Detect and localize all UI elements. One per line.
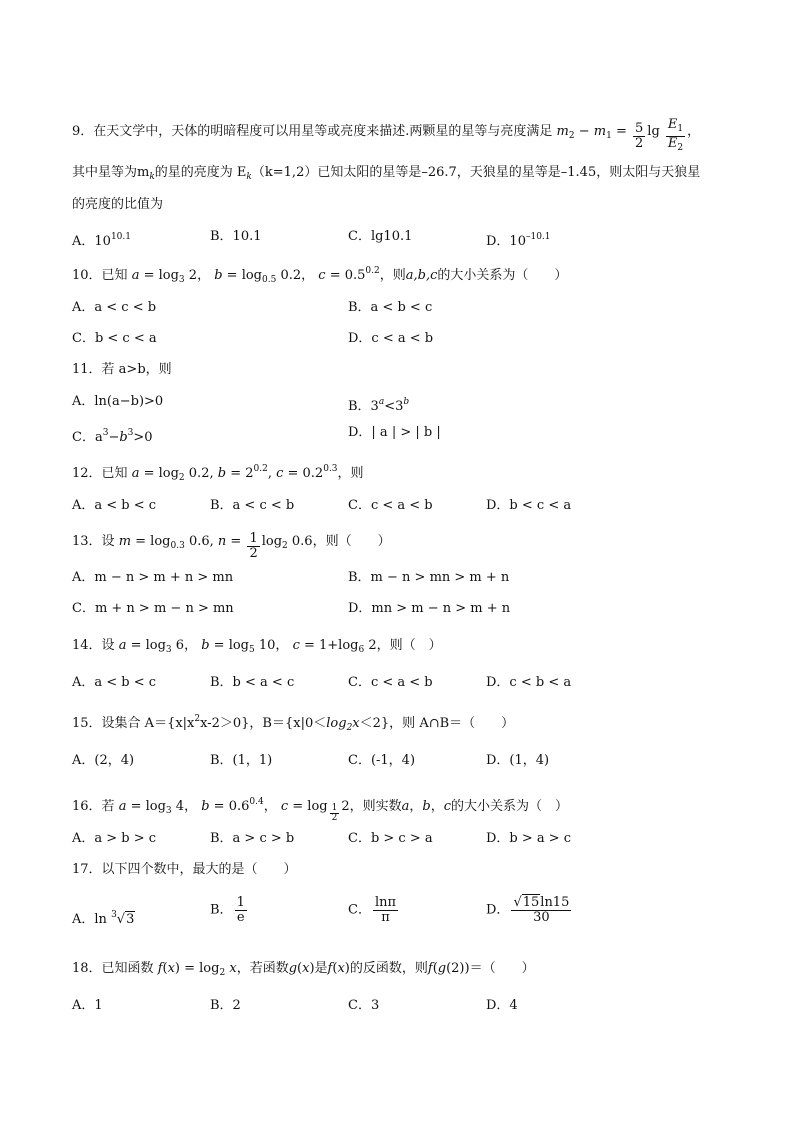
- question-9-line-3: 的亮度的比值为: [72, 197, 164, 212]
- option-10-a[interactable]: A．a < c < b: [72, 300, 157, 315]
- option-14-b[interactable]: B．b < a < c: [210, 675, 295, 690]
- option-10-d[interactable]: D．c < a < b: [348, 331, 434, 346]
- option-15-d[interactable]: D．(1，4): [486, 753, 550, 768]
- option-13-c[interactable]: C．m + n > m − n > mn: [72, 601, 234, 616]
- option-17-c[interactable]: C． $\frac{\ln\pi}{\pi}$: [348, 895, 397, 925]
- option-18-c[interactable]: C．3: [348, 998, 380, 1013]
- question-16-stem: 16．若 $a = \log_3 4$， $b = 0.6^{0.4}$， c = log $\frac{1}{2}$ 2，则实数a，b，c的大小关系为（ ）: [72, 797, 569, 823]
- option-13-b[interactable]: B．m − n > mn > m + n: [348, 570, 510, 585]
- option-11-a[interactable]: A．ln(a−b)>0: [72, 394, 164, 409]
- option-10-c[interactable]: C．b < c < a: [72, 331, 157, 346]
- option-13-d[interactable]: D．mn > m − n > m + n: [348, 601, 511, 616]
- option-15-c[interactable]: C．(-1，4): [348, 753, 416, 768]
- option-11-d[interactable]: D．| a | > | b |: [348, 425, 441, 440]
- option-16-c[interactable]: C．b > c > a: [348, 831, 433, 846]
- option-11-c[interactable]: C．$a^3-b^3>0$: [72, 428, 153, 445]
- option-10-b[interactable]: B．a < b < c: [348, 300, 433, 315]
- question-13-stem: 13．设 $m = \log_{0.3} 0.6$, n = $\frac{1}{2}$ $\log_2 0.6$，则（ ）: [72, 531, 391, 561]
- question-14-stem: 14．设 $a = \log_3 6$， $b = \log_5 10$， $c = 1+\log_6$ 2，则（ ）: [72, 638, 442, 655]
- question-15-stem: 15．设集合 $A=\{x|x^2x-2>0\}$，$B=\{x|0<\log_2x<2\}$，则 A∩B＝（ ）: [72, 714, 515, 733]
- option-17-a[interactable]: A．ln $^3$√3: [72, 910, 135, 927]
- option-12-a[interactable]: A．a < b < c: [72, 498, 157, 513]
- question-11-stem: 11．若 a>b，则: [72, 362, 172, 377]
- magnitude-formula: $m_2 - m_1$ = $\frac{5}{2}$ lg $\frac{E_1}{E_2}$ ，: [556, 117, 701, 153]
- option-14-d[interactable]: D．c < b < a: [486, 675, 572, 690]
- option-13-a[interactable]: A．m − n > m + n > mn: [72, 570, 234, 585]
- question-9-line-1: [72, 118, 700, 155]
- option-12-c[interactable]: C．c < a < b: [348, 498, 433, 513]
- option-9-c[interactable]: C．lg10.1: [348, 229, 413, 244]
- option-16-a[interactable]: A．a > b > c: [72, 831, 157, 846]
- question-10-stem: 10．已知 $a = \log_3 2$， $b = \log_{0.5} 0.2$， $c = 0.5^{0.2}$，则a,b,c的大小关系为（ ）: [72, 266, 568, 285]
- question-9-text: 9．在天文学中，天体的明暗程度可以用星等或亮度来描述.两颗星的星等与亮度满足: [72, 124, 553, 139]
- option-14-c[interactable]: C．c < a < b: [348, 675, 433, 690]
- option-12-b[interactable]: B．a < c < b: [210, 498, 295, 513]
- option-9-a[interactable]: A．$10^{10.1}$: [72, 232, 131, 249]
- option-11-b[interactable]: B．$3^a<3^b$: [348, 397, 410, 414]
- option-12-d[interactable]: D．b < c < a: [486, 498, 572, 513]
- question-17-stem: 17．以下四个数中，最大的是（ ）: [72, 862, 297, 877]
- option-15-b[interactable]: B．(1，1): [210, 753, 273, 768]
- option-15-a[interactable]: A．(2，4): [72, 753, 135, 768]
- option-18-a[interactable]: A．1: [72, 998, 103, 1013]
- option-14-a[interactable]: A．a < b < c: [72, 675, 157, 690]
- option-18-b[interactable]: B．2: [210, 998, 241, 1013]
- option-9-d[interactable]: D．$10^{-10.1}$: [486, 232, 551, 249]
- option-16-d[interactable]: D．b > a > c: [486, 831, 572, 846]
- option-17-b[interactable]: B． $\frac{1}{e}$: [210, 895, 245, 925]
- question-12-stem: 12．已知 $a = \log_2 0.2$, $b = 2^{0.2}$, $c = 0.2^{0.3}$，则: [72, 464, 364, 483]
- option-18-d[interactable]: D．4: [486, 998, 518, 1013]
- option-17-d[interactable]: D． $\frac{√15\ln 15}{30}$: [486, 895, 570, 925]
- question-18-stem: 18．已知函数 $f(x) = \log_2 x$，若函数g(x)是f(x)的反函数，则f(g(2))＝（ ）: [72, 961, 535, 978]
- question-9-line-2: 其中星等为$m_k$的星的亮度为 $E_k(k=1,2)$已知太阳的星等是–26.7，天狼星的星等是–1.45，则太阳与天狼星: [72, 165, 701, 182]
- option-16-b[interactable]: B．a > c > b: [210, 831, 295, 846]
- option-9-b[interactable]: B．10.1: [210, 229, 262, 244]
